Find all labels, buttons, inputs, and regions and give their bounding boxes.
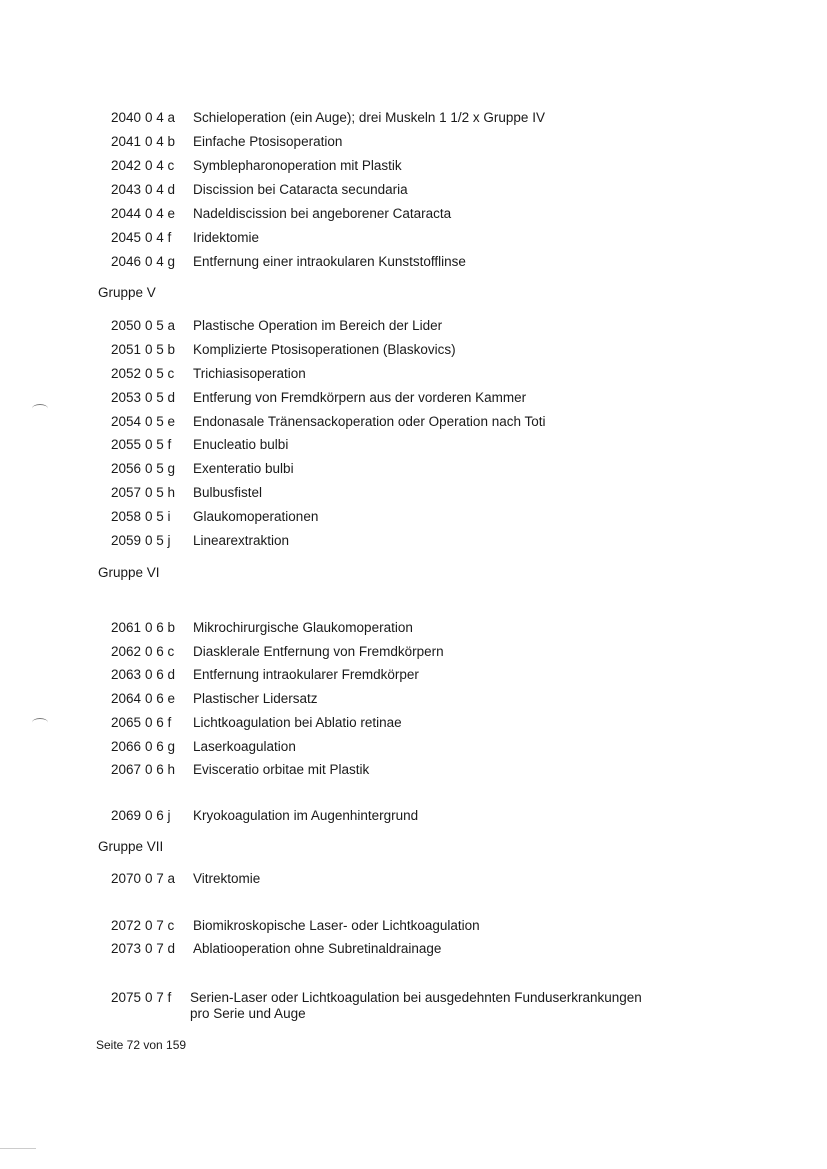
description: Linearextraktion [193, 533, 290, 548]
code-suffix: 0 4 c [145, 158, 175, 173]
code-suffix: 0 5 f [145, 437, 172, 452]
code-number: 2062 [110, 644, 141, 659]
description: Exenteratio bulbi [193, 461, 294, 476]
code-suffix: 0 5 e [145, 414, 176, 429]
code-suffix: 0 5 c [145, 366, 175, 381]
group-heading: Gruppe V [98, 285, 156, 300]
group-heading: Gruppe VI [98, 565, 160, 580]
scan-edge-line [0, 1148, 36, 1149]
code-number: 2044 [110, 206, 141, 221]
code-number: 2067 [110, 762, 141, 777]
description: Komplizierte Ptosisoperationen (Blaskovics) [193, 342, 456, 357]
code-number: 2052 [110, 366, 141, 381]
punch-hole-mark [32, 404, 48, 413]
code-number: 2064 [110, 691, 141, 706]
code-suffix: 0 6 d [145, 667, 176, 682]
description-continuation: pro Serie und Auge [190, 1006, 306, 1021]
code-number: 2054 [110, 414, 141, 429]
description: Kryokoagulation im Augenhintergrund [193, 808, 419, 823]
code-suffix: 0 5 h [145, 485, 176, 500]
code-suffix: 0 7 f [145, 990, 172, 1005]
code-number: 2057 [110, 485, 141, 500]
code-number: 2065 [110, 715, 141, 730]
description: Symblepharonoperation mit Plastik [193, 158, 402, 173]
code-suffix: 0 7 c [145, 918, 175, 933]
description: Entfernung einer intraokularen Kunststofflinse [193, 254, 466, 269]
code-suffix: 0 4 b [145, 134, 176, 149]
description: Entferung von Fremdkörpern aus der vorderen Kammer [193, 390, 527, 405]
code-number: 2041 [110, 134, 141, 149]
code-suffix: 0 6 f [145, 715, 172, 730]
description: Trichiasisoperation [193, 366, 306, 381]
code-number: 2058 [110, 509, 141, 524]
description: Enucleatio bulbi [193, 437, 289, 452]
punch-hole-mark [32, 718, 48, 727]
description: Biomikroskopische Laser- oder Lichtkoagulation [193, 918, 480, 933]
code-number: 2061 [110, 620, 141, 635]
page-number-footer: Seite 72 von 159 [96, 1038, 187, 1052]
description: Vitrektomie [193, 871, 261, 886]
code-number: 2059 [110, 533, 141, 548]
description: Entfernung intraokularer Fremdkörper [193, 667, 419, 682]
description: Lichtkoagulation bei Ablatio retinae [193, 715, 402, 730]
code-number: 2073 [110, 941, 141, 956]
description: Discission bei Cataracta secundaria [193, 182, 408, 197]
code-suffix: 0 6 g [145, 739, 176, 754]
description: Mikrochirurgische Glaukomoperation [193, 620, 413, 635]
code-number: 2053 [110, 390, 141, 405]
description: Einfache Ptosisoperation [193, 134, 343, 149]
code-number: 2045 [110, 230, 141, 245]
description: Evisceratio orbitae mit Plastik [193, 762, 370, 777]
code-number: 2066 [110, 739, 141, 754]
code-suffix: 0 4 e [145, 206, 176, 221]
code-suffix: 0 7 d [145, 941, 176, 956]
group-heading: Gruppe VII [98, 839, 164, 854]
description: Ablatiooperation ohne Subretinaldrainage [193, 941, 442, 956]
description: Bulbusfistel [193, 485, 263, 500]
description: Schieloperation (ein Auge); drei Muskeln 1 1/2 x Gruppe IV [193, 110, 545, 125]
description: Diasklerale Entfernung von Fremdkörpern [193, 644, 444, 659]
code-number: 2072 [110, 918, 141, 933]
code-suffix: 0 7 a [145, 871, 176, 886]
code-suffix: 0 4 f [145, 230, 172, 245]
code-suffix: 0 4 a [145, 110, 176, 125]
code-suffix: 0 5 d [145, 390, 176, 405]
code-number: 2075 [110, 990, 141, 1005]
code-suffix: 0 6 b [145, 620, 176, 635]
code-suffix: 0 5 g [145, 461, 176, 476]
code-number: 2069 [110, 808, 141, 823]
code-number: 2055 [110, 437, 141, 452]
code-suffix: 0 5 a [145, 318, 176, 333]
code-number: 2040 [110, 110, 141, 125]
code-suffix: 0 5 j [145, 533, 171, 548]
code-suffix: 0 5 b [145, 342, 176, 357]
code-suffix: 0 5 i [145, 509, 171, 524]
description: Plastischer Lidersatz [193, 691, 318, 706]
description: Serien-Laser oder Lichtkoagulation bei ausgedehnten Funduserkrankungen [190, 990, 642, 1005]
code-suffix: 0 4 g [145, 254, 176, 269]
code-suffix: 0 4 d [145, 182, 176, 197]
code-number: 2042 [110, 158, 141, 173]
code-number: 2070 [110, 871, 141, 886]
description: Iridektomie [193, 230, 260, 245]
description: Glaukomoperationen [193, 509, 319, 524]
description: Endonasale Tränensackoperation oder Operation nach Toti [193, 414, 546, 429]
code-suffix: 0 6 h [145, 762, 176, 777]
description: Nadeldiscission bei angeborener Cataracta [193, 206, 452, 221]
code-suffix: 0 6 e [145, 691, 176, 706]
code-number: 2043 [110, 182, 141, 197]
description: Laserkoagulation [193, 739, 296, 754]
code-number: 2056 [110, 461, 141, 476]
code-number: 2063 [110, 667, 141, 682]
description: Plastische Operation im Bereich der Lider [193, 318, 443, 333]
code-number: 2050 [110, 318, 141, 333]
code-suffix: 0 6 c [145, 644, 175, 659]
code-suffix: 0 6 j [145, 808, 171, 823]
code-number: 2051 [110, 342, 141, 357]
code-number: 2046 [110, 254, 141, 269]
